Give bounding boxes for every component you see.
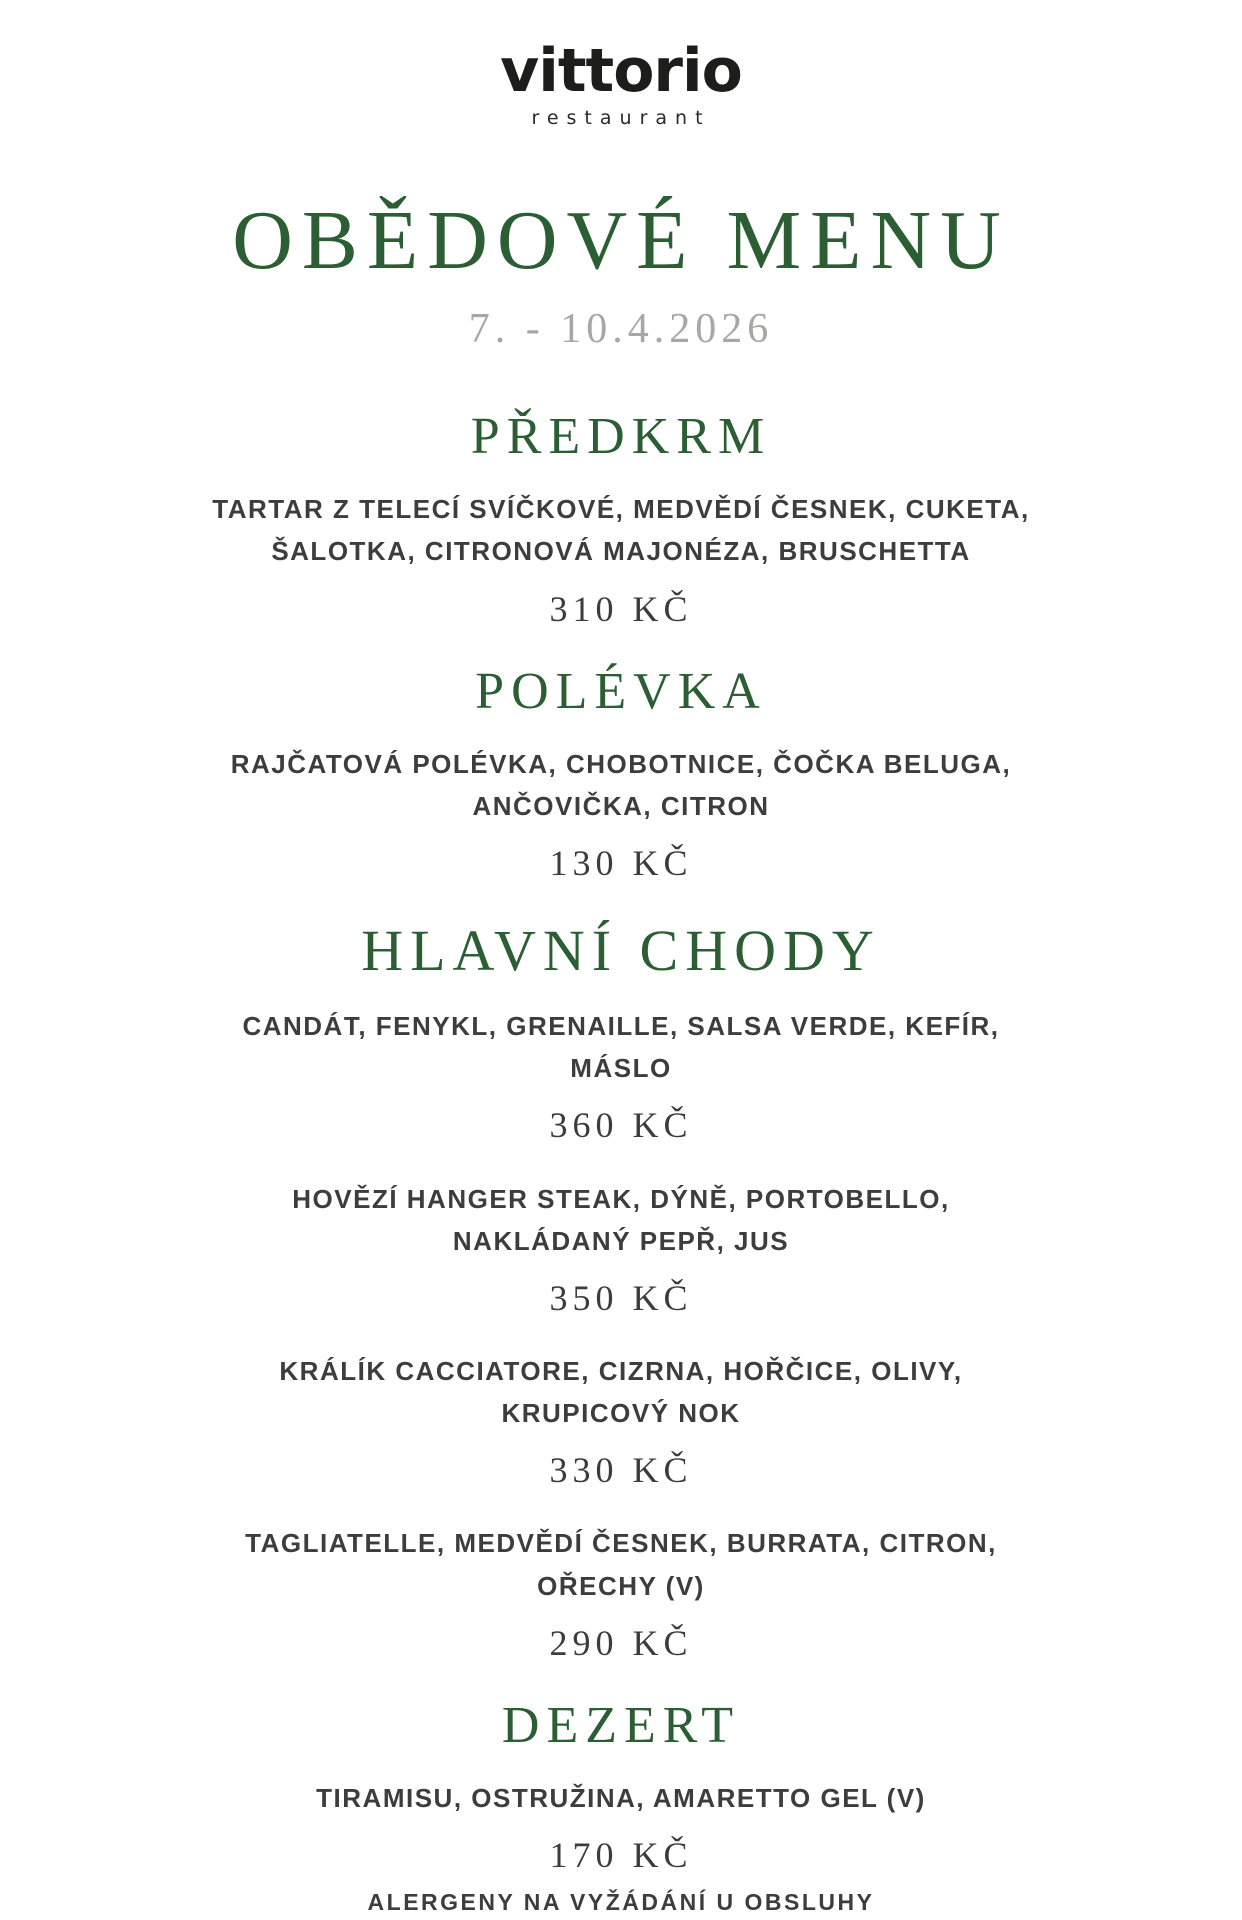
- menu-item-description: TARTAR Z TELECÍ SVÍČKOVÉ, MEDVĚDÍ ČESNEK, CUKETA, ŠALOTKA, CITRONOVÁ MAJONÉZA, BRUSCHETTA: [212, 494, 1030, 567]
- menu-item-price: 330 KČ: [549, 1450, 693, 1491]
- menu-date-range: 7. - 10.4.2026: [468, 305, 774, 352]
- restaurant-logo: [0, 36, 1242, 129]
- logo-tagline: restaurant: [531, 107, 711, 129]
- section-heading-hlavni-chody: HLAVNÍ CHODY: [361, 917, 881, 983]
- section-heading-dezert: DEZERT: [501, 1696, 741, 1754]
- menu-item-price: 130 KČ: [549, 843, 693, 884]
- menu-item-description: CANDÁT, FENYKL, GRENAILLE, SALSA VERDE, KEFÍR, MÁSLO: [242, 1011, 1000, 1084]
- menu-item-price: 310 KČ: [549, 588, 693, 629]
- logo-wordmark: vittorio: [500, 36, 742, 106]
- section-heading-polevka: POLÉVKA: [475, 662, 767, 720]
- section-heading-predkrm: PŘEDKRM: [470, 407, 772, 465]
- menu-item-description: TIRAMISU, OSTRUŽINA, AMARETTO GEL (V): [316, 1783, 926, 1814]
- page-title: OBĚDOVÉ MENU: [232, 194, 1010, 287]
- menu-item-description: KRÁLÍK CACCIATORE, CIZRNA, HOŘČICE, OLIVY, KRUPICOVÝ NOK: [279, 1355, 963, 1429]
- menu-item-description: TAGLIATELLE, MEDVĚDÍ ČESNEK, BURRATA, CITRON, OŘECHY (V): [245, 1528, 997, 1601]
- menu-item-description: HOVĚZÍ HANGER STEAK, DÝNĚ, PORTOBELLO, NAKLÁDANÝ PEPŘ, JUS: [292, 1183, 950, 1256]
- menu-item-price: 290 KČ: [549, 1622, 693, 1663]
- menu-item-price: 350 KČ: [549, 1277, 693, 1318]
- menu-item-description: RAJČATOVÁ POLÉVKA, CHOBOTNICE, ČOČKA BELUGA, ANČOVIČKA, CITRON: [230, 749, 1012, 822]
- menu-item-price: 360 KČ: [549, 1105, 693, 1146]
- menu-item-price: 170 KČ: [549, 1835, 693, 1876]
- allergen-note: ALERGENY NA VYŽÁDÁNÍ U OBSLUHY: [367, 1889, 875, 1916]
